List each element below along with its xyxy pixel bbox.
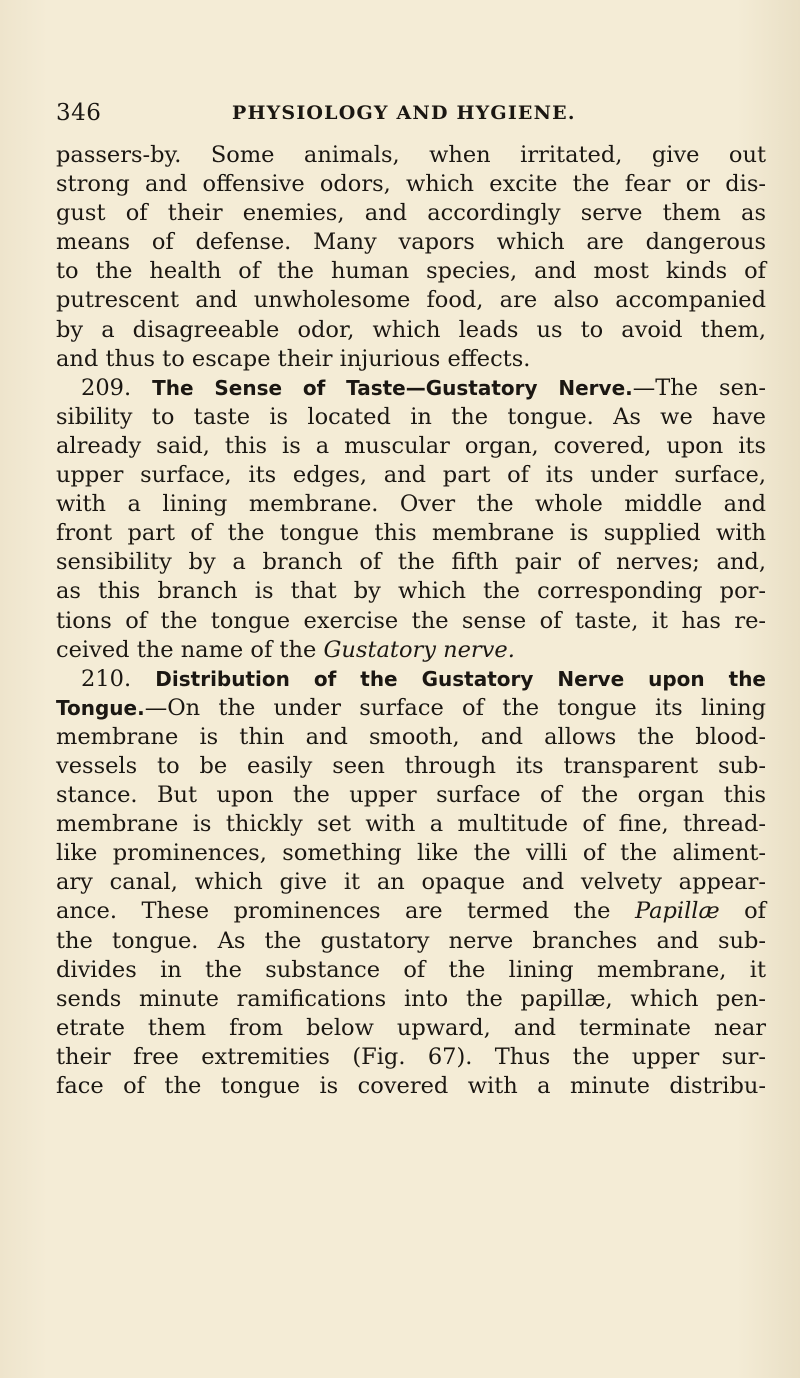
text-run: —On the under surface of the tongue its lining <box>144 694 766 721</box>
text-line: already said, this is a muscular organ, covered, upon its <box>56 432 766 459</box>
text-line: strong and offensive odors, which excite the fear or dis- <box>56 171 766 198</box>
text-line: face of the tongue is covered with a minute distribu- <box>56 1073 766 1099</box>
text-line: ary canal, which give it an opaque and velvety appear- <box>56 869 766 896</box>
section-number: 210. <box>81 665 132 692</box>
page-header <box>56 100 756 130</box>
text-run: of <box>744 898 766 925</box>
text-line: gust of their enemies, and accordingly serve them as <box>56 200 766 227</box>
text-line: tions of the tongue exercise the sense of taste, it has re- <box>56 607 766 634</box>
section-heading: Tongue. <box>56 695 145 720</box>
text-line: upper surface, its edges, and part of its under surface, <box>56 462 766 489</box>
body-text <box>56 141 766 1101</box>
text-line: putrescent and unwholesome food, are also accompanied <box>56 287 766 314</box>
section-heading: Distribution of the Gustatory Nerve upon the <box>155 666 767 691</box>
italic-term: Papillæ <box>634 898 720 925</box>
text-line: their free extremities (Fig. 67). Thus the upper sur- <box>56 1043 766 1070</box>
text-line: membrane is thickly set with a multitude of fine, thread- <box>56 811 766 838</box>
italic-term: Gustatory nerve. <box>323 636 515 663</box>
text-run: —The sen- <box>632 374 767 401</box>
text-line: as this branch is that by which the corresponding por- <box>56 578 766 605</box>
text-line <box>56 636 766 665</box>
text-run: ceived the name of the <box>56 636 317 663</box>
text-line: by a disagreeable odor, which leads us to avoid them, <box>56 316 766 343</box>
page-number: 346 <box>56 100 102 126</box>
text-line: the tongue. As the gustatory nerve branches and sub- <box>56 927 766 954</box>
text-line: and thus to escape their injurious effects. <box>56 345 531 372</box>
text-line: sensibility by a branch of the fifth pair of nerves; and, <box>56 549 766 576</box>
running-head: PHYSIOLOGY AND HYGIENE. <box>232 102 576 124</box>
text-line: sibility to taste is located in the tongue. As we have <box>56 403 766 430</box>
text-line: etrate them from below upward, and terminate near <box>56 1014 766 1041</box>
text-line: membrane is thin and smooth, and allows the blood- <box>56 723 766 750</box>
section-heading-line <box>56 694 766 723</box>
text-line: passers-by. Some animals, when irritated, give out <box>56 142 766 168</box>
text-line: like prominences, something like the villi of the aliment- <box>56 840 766 867</box>
text-line: means of defense. Many vapors which are dangerous <box>56 229 766 256</box>
text-run: ance. These prominences are termed the <box>56 898 611 925</box>
section-number: 209. <box>81 374 132 401</box>
text-line: divides in the substance of the lining membrane, it <box>56 956 766 983</box>
text-line: stance. But upon the upper surface of the organ this <box>56 782 766 809</box>
text-line <box>56 897 766 926</box>
section-heading-line <box>56 374 766 403</box>
text-line: with a lining membrane. Over the whole middle and <box>56 491 766 518</box>
text-line: front part of the tongue this membrane is supplied with <box>56 520 766 547</box>
text-line: vessels to be easily seen through its transparent sub- <box>56 752 766 779</box>
text-line: to the health of the human species, and most kinds of <box>56 258 766 285</box>
text-line: sends minute ramifications into the papillæ, which pen- <box>56 985 766 1012</box>
section-heading: The Sense of Taste—Gustatory Nerve. <box>152 375 633 400</box>
section-heading-line <box>56 665 766 694</box>
